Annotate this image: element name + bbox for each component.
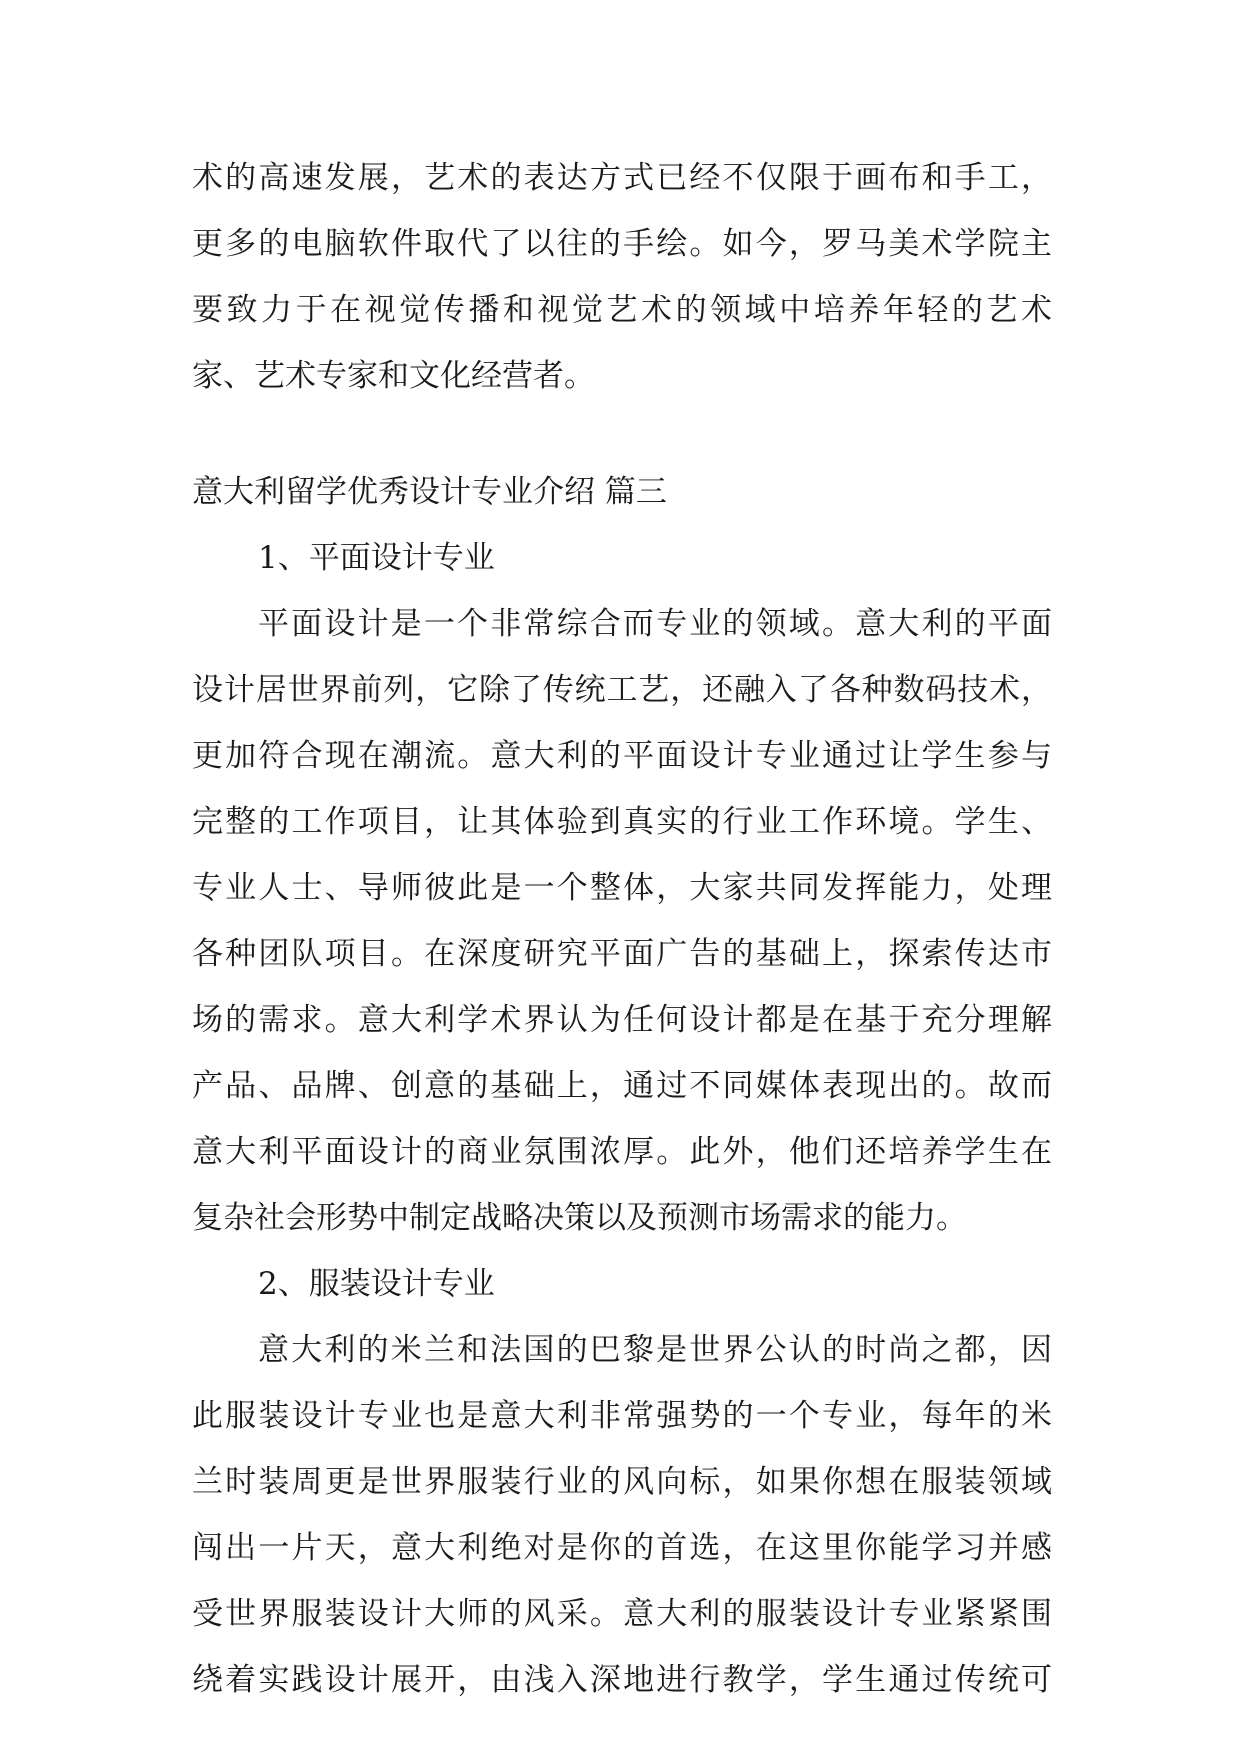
graphic-line: 各种团队项目。在深度研究平面广告的基础上，探索传达市 [192,936,1052,972]
graphic-line: 复杂社会形势中制定战略决策以及预测市场需求的能力。 [192,1200,967,1236]
fashion-line: 闯出一片天，意大利绝对是你的首选，在这里你能学习并感 [192,1530,1052,1566]
fashion-line: 兰时装周更是世界服装行业的风向标，如果你想在服装领域 [192,1464,1052,1500]
fashion-line: 此服装设计专业也是意大利非常强势的一个专业，每年的米 [192,1398,1052,1434]
fashion-design-heading: 2、服装设计专业 [258,1266,495,1302]
section-title: 意大利留学优秀设计专业介绍 篇三 [192,474,667,510]
graphic-line: 场的需求。意大利学术界认为任何设计都是在基于充分理解 [192,1002,1052,1038]
intro-line: 术的高速发展，艺术的表达方式已经不仅限于画布和手工， [192,160,1052,196]
section-gap [192,424,1052,474]
graphic-line: 更加符合现在潮流。意大利的平面设计专业通过让学生参与 [192,738,1052,774]
intro-line: 家、艺术专家和文化经营者。 [192,358,595,394]
graphic-line: 设计居世界前列，它除了传统工艺，还融入了各种数码技术， [192,672,1052,708]
graphic-line: 完整的工作项目，让其体验到真实的行业工作环境。学生、 [192,804,1052,840]
intro-line: 要致力于在视觉传播和视觉艺术的领域中培养年轻的艺术 [192,292,1052,328]
graphic-line: 平面设计是一个非常综合而专业的领域。意大利的平面 [258,606,1052,642]
document-body [192,160,1052,1728]
fashion-line: 绕着实践设计展开，由浅入深地进行教学，学生通过传统可 [192,1662,1052,1698]
graphic-line: 意大利平面设计的商业氛围浓厚。此外，他们还培养学生在 [192,1134,1052,1170]
intro-line: 更多的电脑软件取代了以往的手绘。如今，罗马美术学院主 [192,226,1052,262]
graphic-line: 专业人士、导师彼此是一个整体，大家共同发挥能力，处理 [192,870,1052,906]
graphic-design-heading: 1、平面设计专业 [258,540,495,576]
fashion-line: 意大利的米兰和法国的巴黎是世界公认的时尚之都，因 [258,1332,1052,1368]
graphic-line: 产品、品牌、创意的基础上，通过不同媒体表现出的。故而 [192,1068,1052,1104]
fashion-line: 受世界服装设计大师的风采。意大利的服装设计专业紧紧围 [192,1596,1052,1632]
